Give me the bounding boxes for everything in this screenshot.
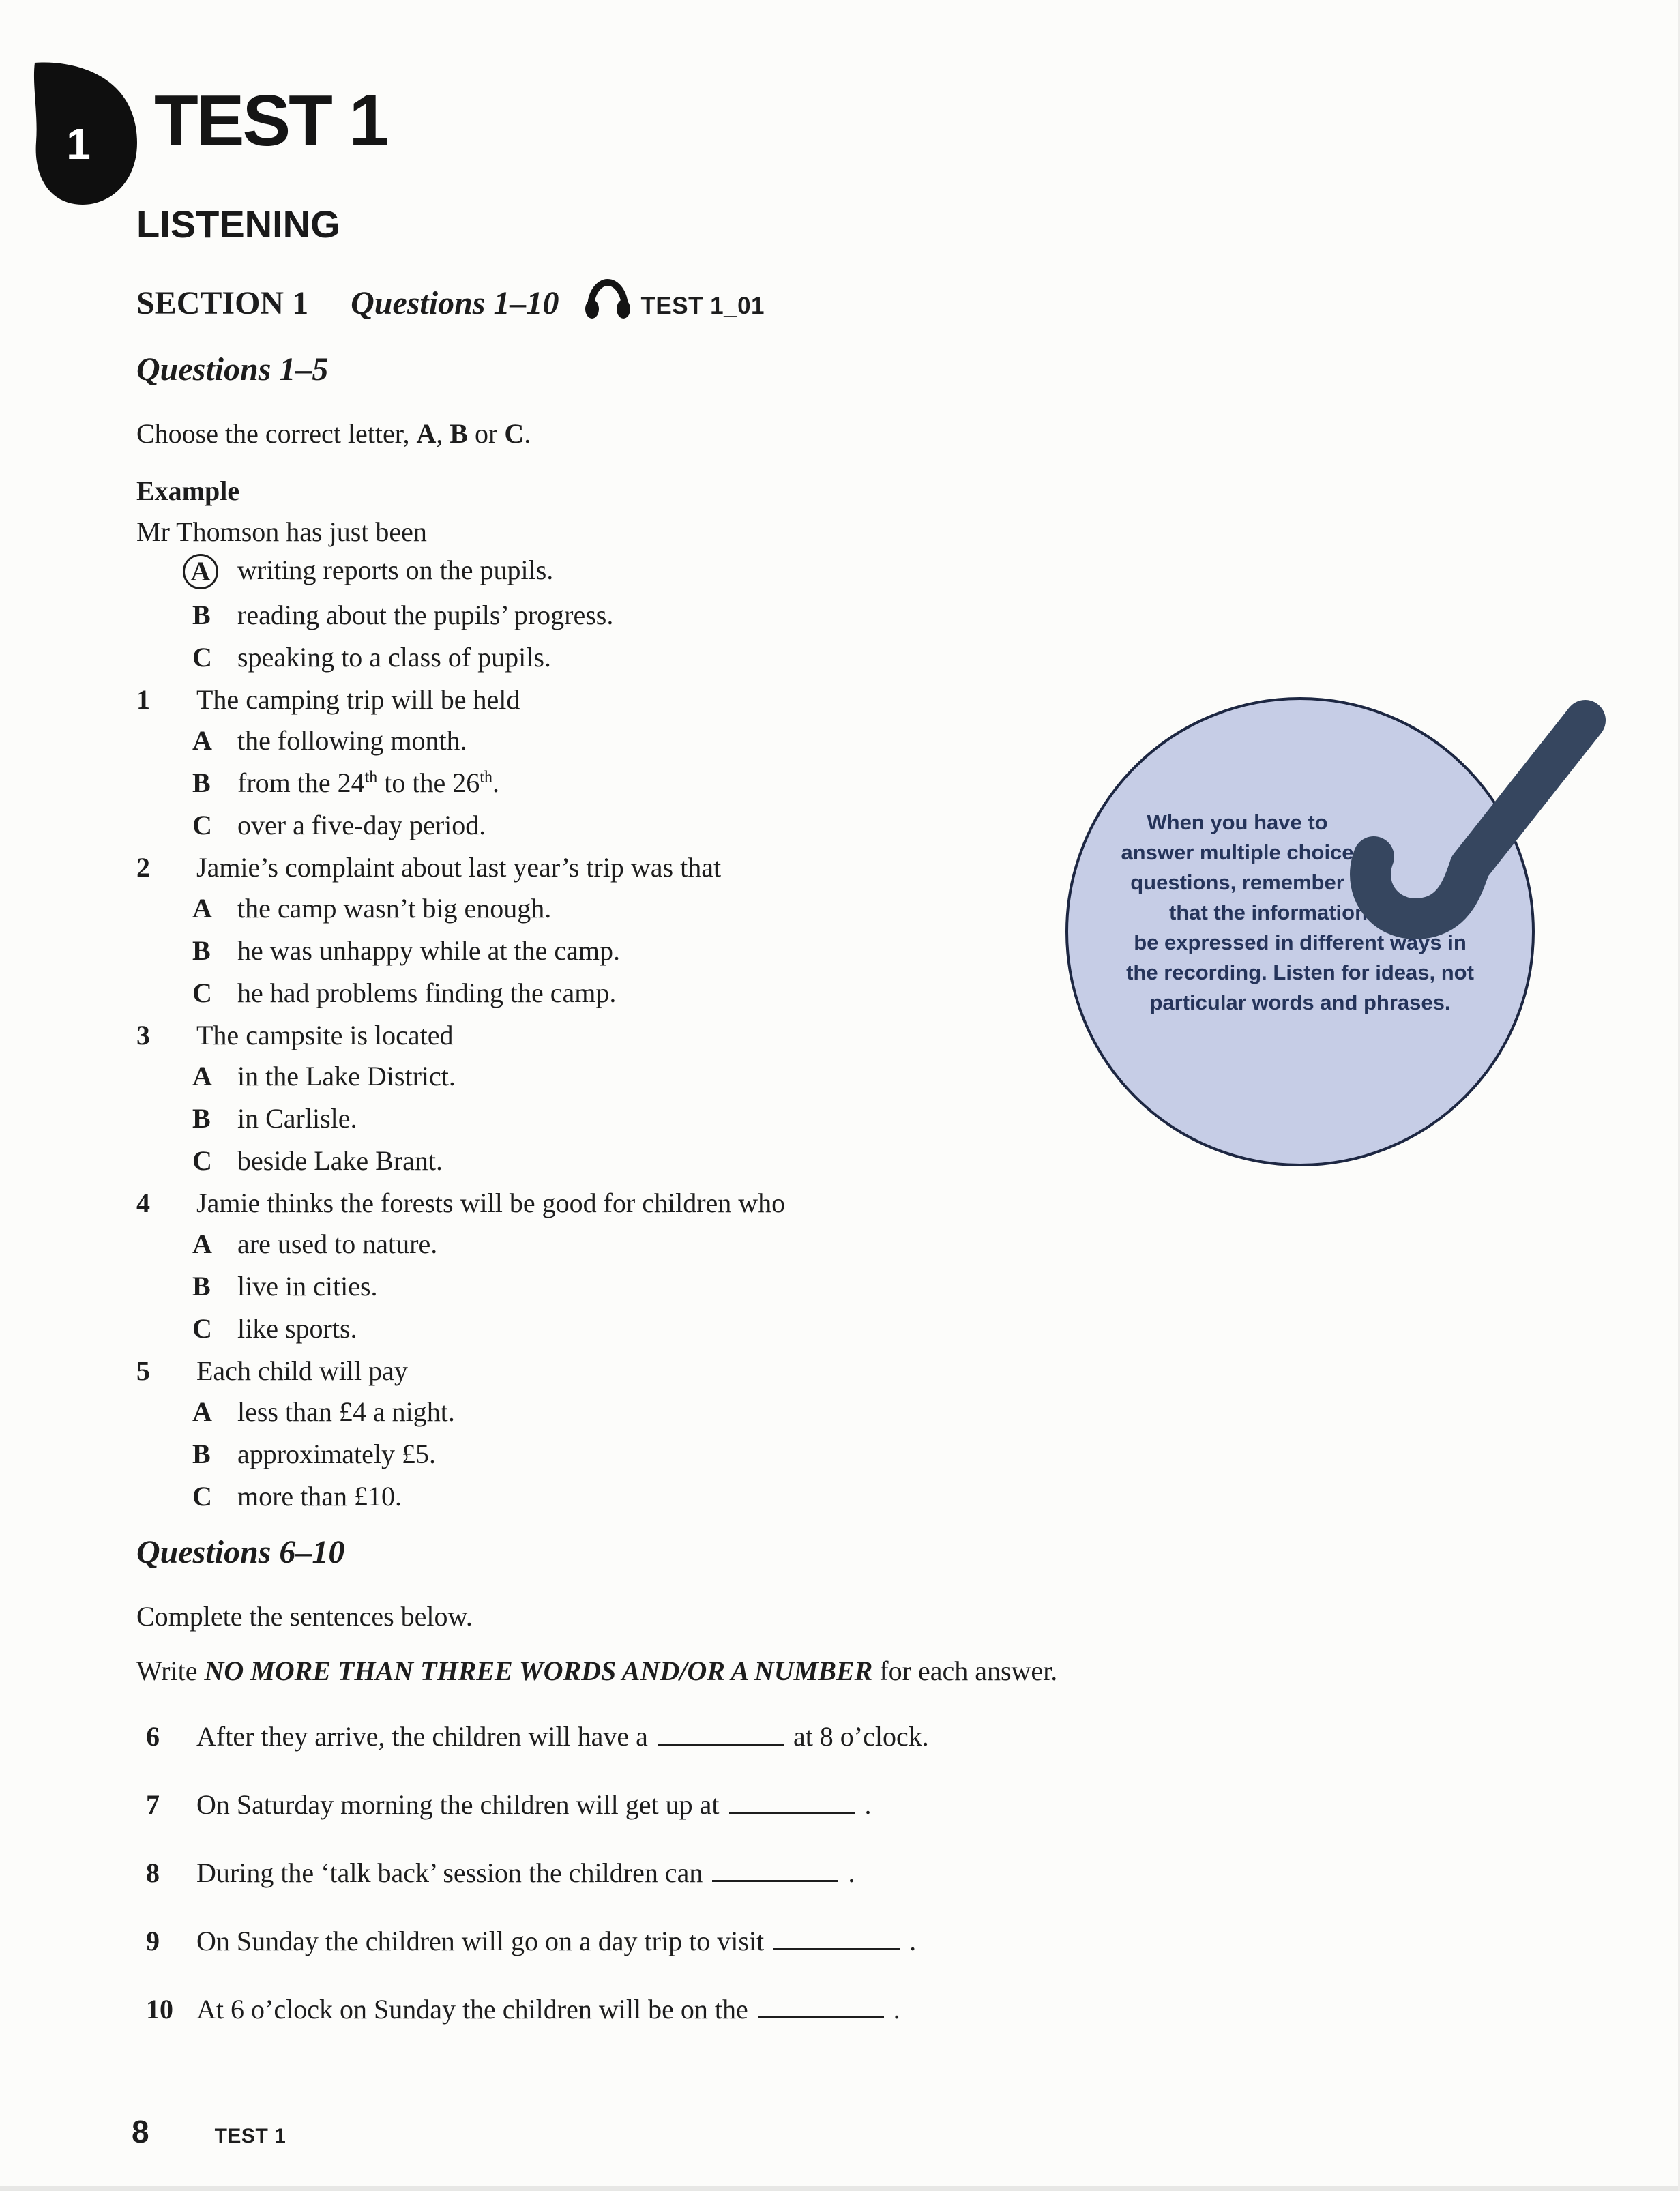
question-stem: 3 The campsite is located xyxy=(136,1020,454,1050)
option-a: A the camp wasn’t big enough. xyxy=(192,893,552,924)
answer-blank xyxy=(729,1805,855,1814)
unit-number: 1 xyxy=(66,119,91,168)
question-7: 7 On Saturday morning the children will get up at . xyxy=(146,1789,872,1820)
unit-badge xyxy=(31,61,140,206)
answer-blank xyxy=(712,1873,838,1882)
option-a: A in the Lake District. xyxy=(192,1061,456,1091)
subject-heading: LISTENING xyxy=(136,203,340,246)
part2-heading: Questions 6–10 xyxy=(136,1534,345,1570)
answer-blank xyxy=(658,1737,784,1746)
page-title: TEST 1 xyxy=(154,80,387,161)
example-option-c: C speaking to a class of pupils. xyxy=(192,642,551,673)
question-8: 8 During the ‘talk back’ session the children can . xyxy=(146,1857,855,1888)
section-questions-range: Questions 1–10 xyxy=(351,285,559,321)
question-9: 9 On Sunday the children will go on a day trip to visit . xyxy=(146,1926,917,1956)
option-b: B approximately £5. xyxy=(192,1439,437,1469)
footer-page-number: 8 xyxy=(132,2114,149,2149)
question-stem: 4 Jamie thinks the forests will be good for children who xyxy=(136,1188,786,1218)
section-label: SECTION 1 xyxy=(136,285,309,321)
option-c: C beside Lake Brant. xyxy=(192,1145,443,1176)
option-c: C over a five-day period. xyxy=(192,810,486,840)
page-content xyxy=(136,205,1200,2060)
part2-instruction: Complete the sentences below. xyxy=(136,1601,473,1632)
part1-instruction: Choose the correct letter, A, B or C. xyxy=(136,418,531,449)
audio-track-label: TEST 1_01 xyxy=(640,293,765,319)
tip-text: When you have to answer multiple choice questions, remember that the information might be expressed in different ways in the recording. Listen for ideas, not particular words and phrases. xyxy=(1121,810,1474,1014)
question-stem: 5 Each child will pay xyxy=(136,1355,408,1386)
option-b: B live in cities. xyxy=(192,1271,378,1302)
question-5 xyxy=(136,1355,1200,1513)
question-stem: 2 Jamie’s complaint about last year’s trip was that xyxy=(136,852,722,883)
checkmark-icon xyxy=(1325,688,1611,940)
page-footer xyxy=(132,2113,286,2150)
question-3 xyxy=(136,1019,1200,1177)
option-b: B he was unhappy while at the camp. xyxy=(192,935,620,966)
question-stem: 1 The camping trip will be held xyxy=(136,684,520,715)
example-label: Example xyxy=(136,475,240,506)
part1-heading: Questions 1–5 xyxy=(136,351,329,387)
example-stem: Mr Thomson has just been xyxy=(136,516,427,547)
option-a: A are used to nature. xyxy=(192,1229,438,1259)
example-option-b: B reading about the pupils’ progress. xyxy=(192,600,614,630)
option-a: A the following month. xyxy=(192,725,467,756)
option-c: C more than £10. xyxy=(192,1481,402,1512)
answer-blank xyxy=(758,2010,884,2018)
option-b: B from the 24th to the 26th. xyxy=(192,767,499,798)
question-10: 10 At 6 o’clock on Sunday the children will be on the . xyxy=(146,1994,900,2025)
headphones-icon xyxy=(585,277,631,319)
option-a: A less than £4 a night. xyxy=(192,1396,455,1427)
option-c: C like sports. xyxy=(192,1313,357,1344)
example-option-a: A writing reports on the pupils. xyxy=(136,554,1200,589)
part2-write-rule: Write NO MORE THAN THREE WORDS AND/OR A NUMBER for each answer. xyxy=(136,1656,1058,1686)
footer-test-label: TEST 1 xyxy=(214,2125,286,2147)
section-heading-line xyxy=(136,271,1200,326)
answer-blank xyxy=(773,1941,900,1950)
question-6: 6 After they arrive, the children will have a at 8 o’clock. xyxy=(146,1721,929,1752)
question-4 xyxy=(136,1187,1200,1345)
example-block xyxy=(136,475,1200,674)
circled-answer: A xyxy=(183,554,218,589)
option-c: C he had problems finding the camp. xyxy=(192,977,617,1008)
option-b: B in Carlisle. xyxy=(192,1103,357,1134)
